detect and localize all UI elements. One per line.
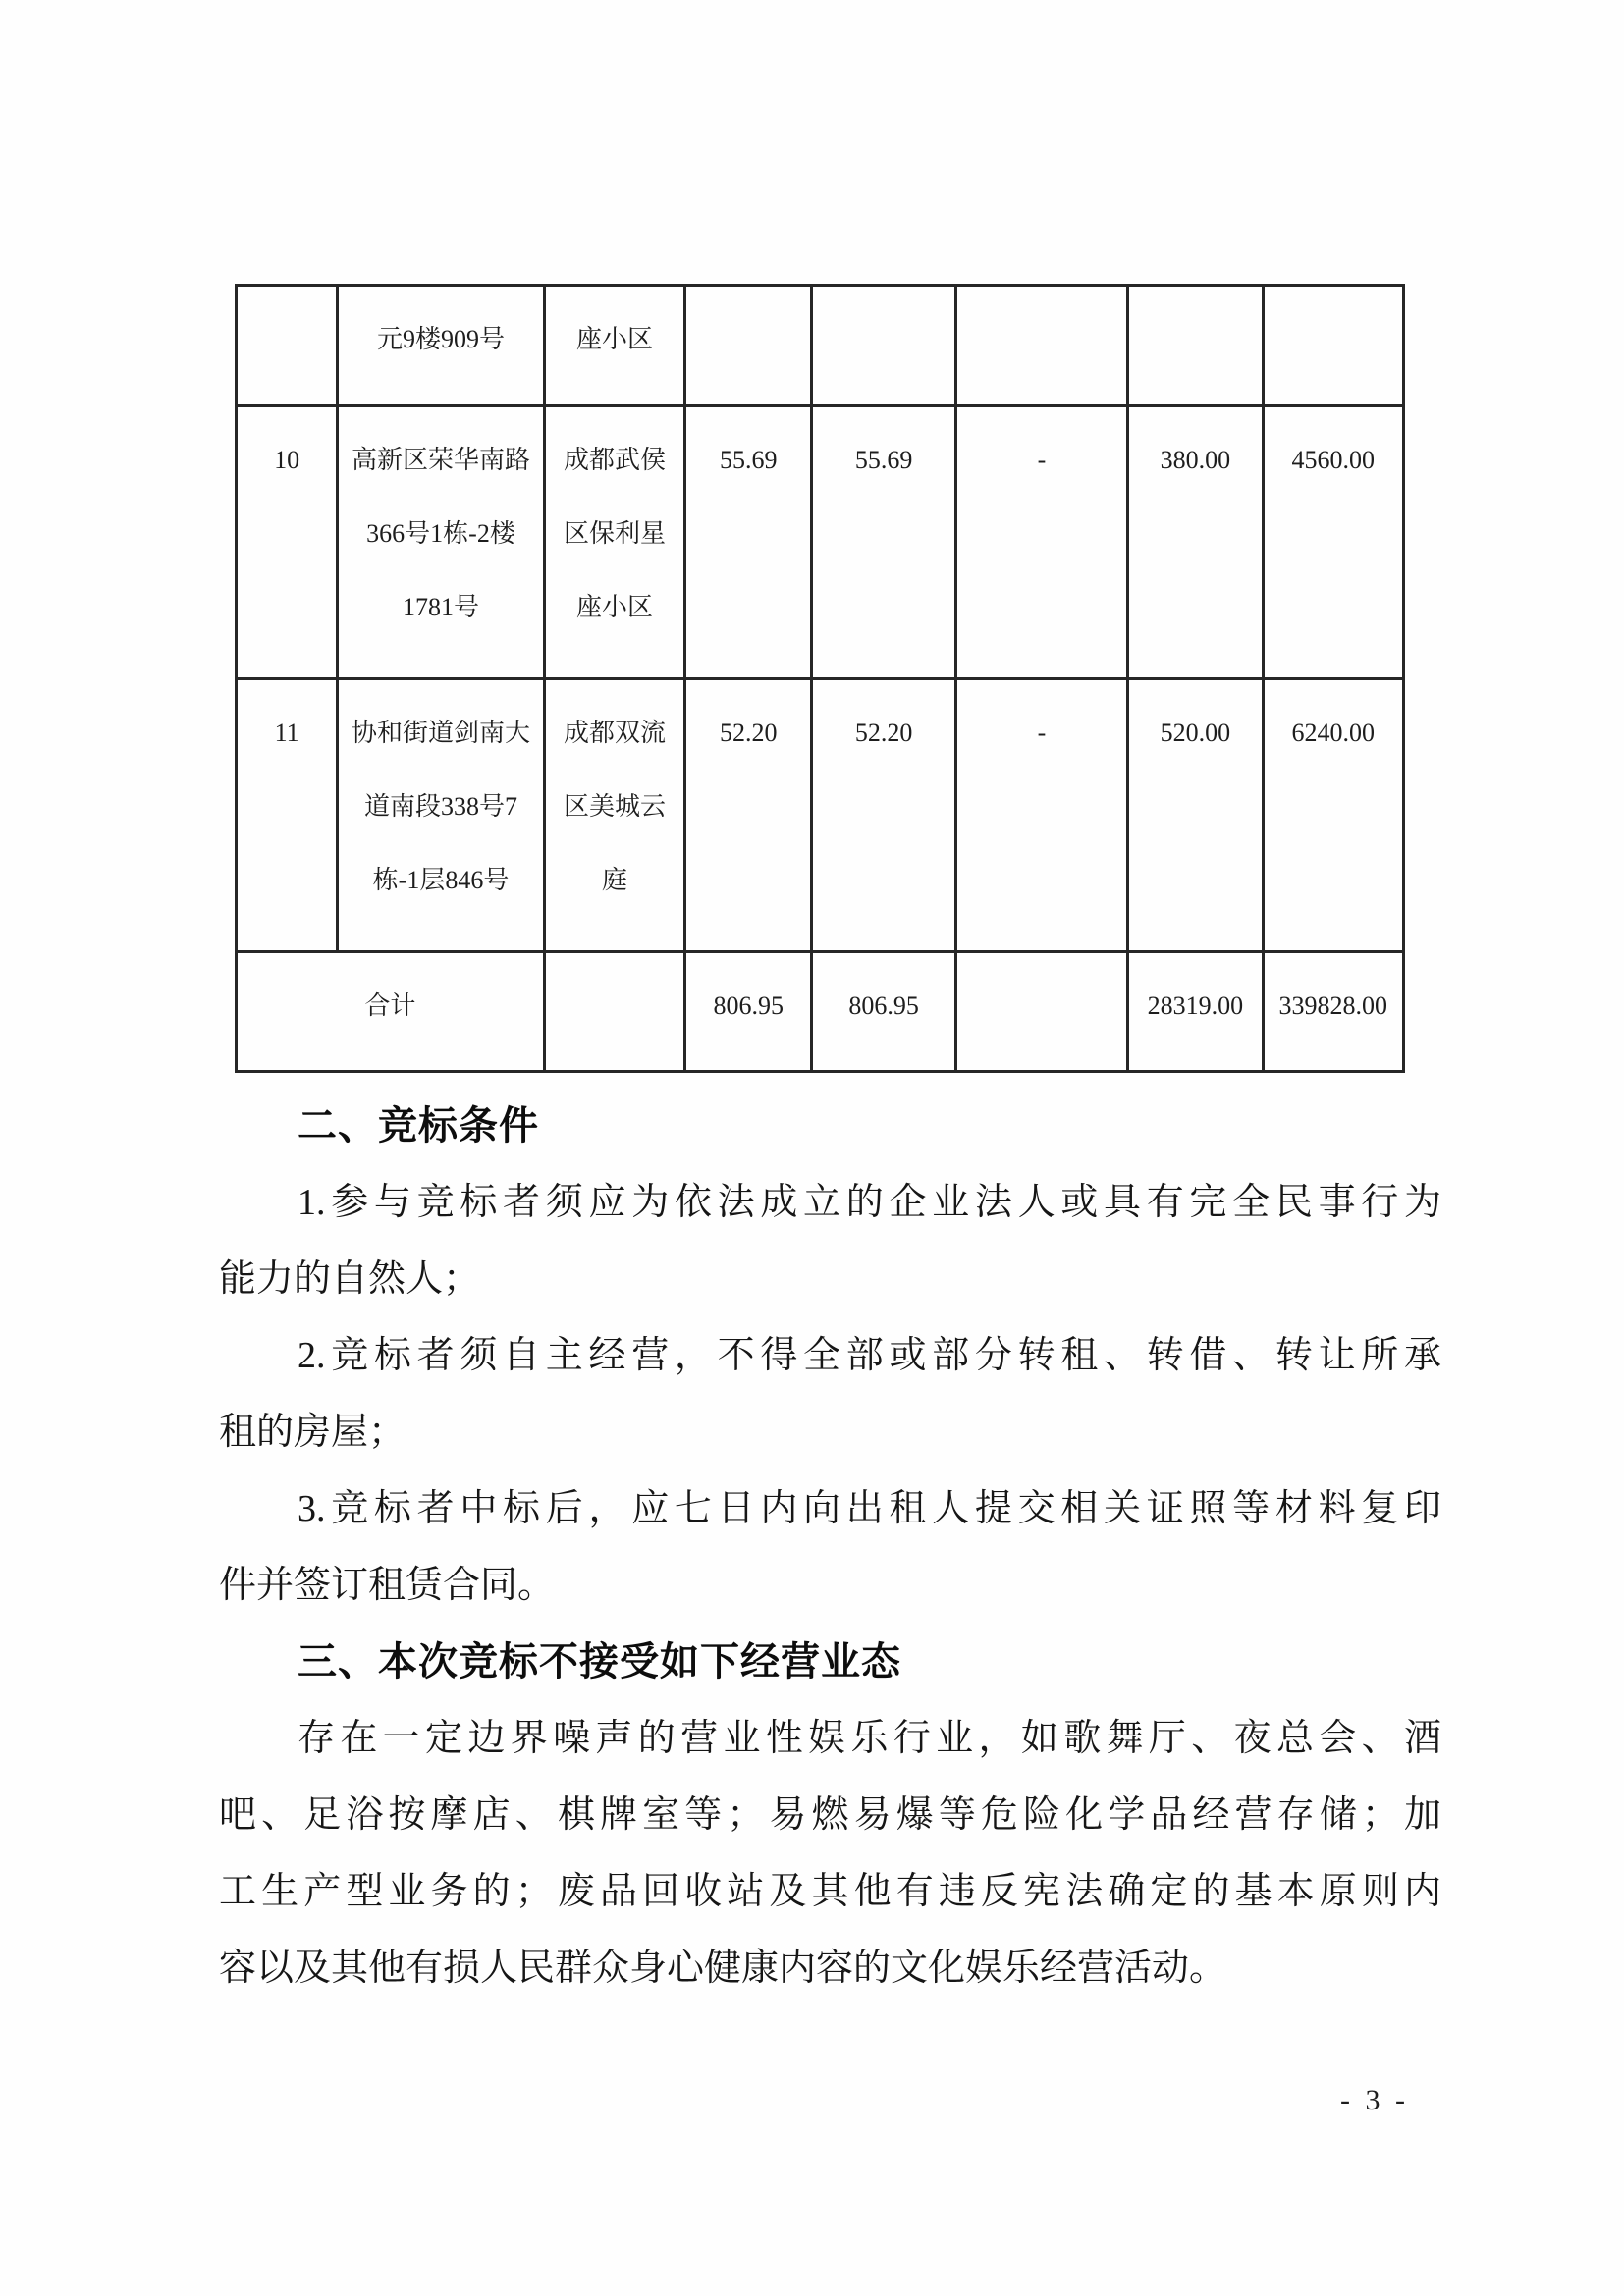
address-cell: 元9楼909号 <box>338 286 545 406</box>
paragraph-4-line: 工生产型业务的；废品回收站及其他有违反宪法确定的基本原则内 <box>219 1871 1441 1912</box>
row-number-cell: 11 <box>237 679 338 952</box>
total-label-cell: 合计 <box>237 952 545 1072</box>
section-heading-3: 三、本次竞标不接受如下经营业态 <box>298 1640 901 1683</box>
area-cell: 52.20 <box>685 679 812 952</box>
row-number-cell: 10 <box>237 406 338 679</box>
section-heading-2: 二、竞标条件 <box>298 1104 539 1148</box>
total-area-cell: 806.95 <box>685 952 812 1072</box>
table-row-11 <box>237 679 1404 952</box>
area-cell: 55.69 <box>685 406 812 679</box>
paragraph-4-line: 吧、足浴按摩店、棋牌室等；易燃易爆等危险化学品经营存储；加 <box>219 1794 1441 1836</box>
address-cell: 高新区荣华南路 366号1栋-2楼 1781号 <box>338 406 545 679</box>
community-cell: 成都双流 区美城云 庭 <box>544 679 684 952</box>
paragraph-2-line: 租的房屋； <box>219 1412 406 1453</box>
page-number: - 3 - <box>1340 2084 1409 2116</box>
value-cell <box>1263 286 1403 406</box>
community-cell <box>544 952 684 1072</box>
value-cell <box>1128 286 1263 406</box>
paragraph-1-line: 能力的自然人； <box>219 1258 481 1300</box>
area-cell: 55.69 <box>812 406 955 679</box>
amount-cell: 520.00 <box>1128 679 1263 952</box>
amount-cell: 6240.00 <box>1263 679 1403 952</box>
address-cell: 协和街道剑南大 道南段338号7 栋-1层846号 <box>338 679 545 952</box>
amount-cell: 380.00 <box>1128 406 1263 679</box>
document-body <box>219 1088 1441 2006</box>
rental-property-table <box>235 284 1405 1073</box>
dash-cell <box>955 952 1127 1072</box>
total-area-cell: 806.95 <box>812 952 955 1072</box>
table-row-10 <box>237 406 1404 679</box>
paragraph-4-line: 存在一定边界噪声的营业性娱乐行业，如歌舞厅、夜总会、酒 <box>298 1718 1441 1759</box>
paragraph-2-line: 2.竞标者须自主经营，不得全部或部分转租、转借、转让所承 <box>298 1335 1441 1376</box>
table-row-total <box>237 952 1404 1072</box>
paragraph-3-line: 3.竞标者中标后，应七日内向出租人提交相关证照等材料复印 <box>298 1488 1441 1529</box>
total-amount-cell: 339828.00 <box>1263 952 1403 1072</box>
total-amount-cell: 28319.00 <box>1128 952 1263 1072</box>
value-cell <box>685 286 812 406</box>
community-cell: 成都武侯 区保利星 座小区 <box>544 406 684 679</box>
dash-cell: - <box>955 406 1127 679</box>
paragraph-1-line: 1.参与竞标者须应为依法成立的企业法人或具有完全民事行为 <box>298 1182 1441 1223</box>
community-cell: 座小区 <box>544 286 684 406</box>
paragraph-4-line: 容以及其他有损人民群众身心健康内容的文化娱乐经营活动。 <box>219 1948 1227 1989</box>
row-number-cell <box>237 286 338 406</box>
paragraph-3-line: 件并签订租赁合同。 <box>219 1565 556 1606</box>
amount-cell: 4560.00 <box>1263 406 1403 679</box>
table-row-continuation <box>237 286 1404 406</box>
dash-cell: - <box>955 679 1127 952</box>
area-cell: 52.20 <box>812 679 955 952</box>
value-cell <box>955 286 1127 406</box>
value-cell <box>812 286 955 406</box>
